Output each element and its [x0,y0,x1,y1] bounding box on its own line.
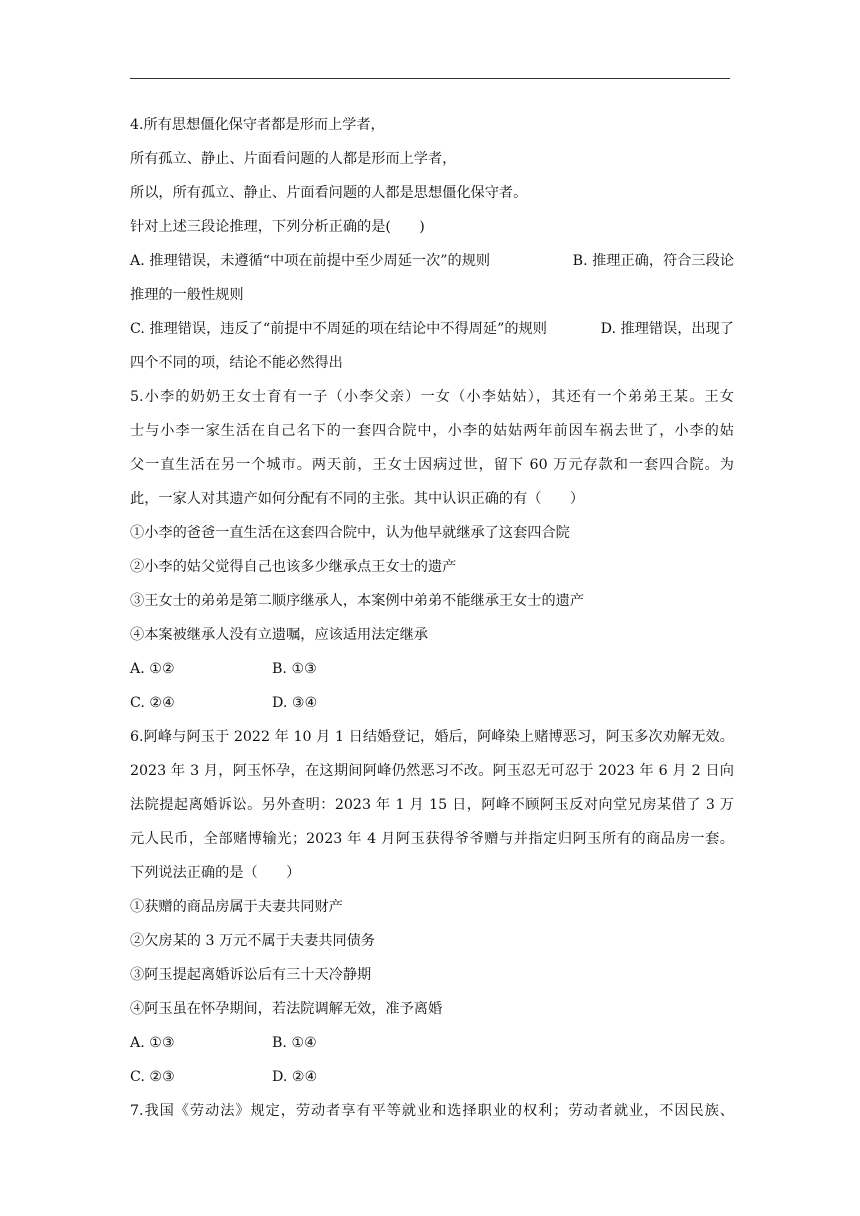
q6-option-a: A. ①③ [130,1035,175,1051]
q4-line-4: 针对上述三段论推理，下列分析正确的是( ) [130,219,425,235]
q6-options-row-1 [130,1026,734,1060]
q6-option-b: B. ①④ [272,1035,317,1051]
q4-line-2: 所有孤立、静止、片面看问题的人都是形而上学者， [130,151,457,167]
q5-options-row-2 [130,686,734,720]
q4-options-cd [130,312,734,346]
q6-statement-1: ①获赠的商品房属于夫妻共同财产 [130,899,343,915]
q5-statement-2: ②小李的姑父觉得自己也该多少继承点王女士的遗产 [130,559,457,575]
q7-line-1: 7.我国《劳动法》规定，劳动者享有平等就业和选择职业的权利；劳动者就业，不因民族、 [130,1103,734,1119]
q4-option-c: C. 推理错误，违反了“前提中不周延的项在结论中不得周延”的规则 [130,321,547,337]
q5-statement-4: ④本案被继承人没有立遗嘱，应该适用法定继承 [130,627,428,643]
q6-line-4: 元人民币，全部赌博输光；2023 年 4 月阿玉获得爷爷赠与并指定归阿玉所有的商品房一套。 [130,831,734,847]
q6-option-d: D. ②④ [272,1069,318,1085]
q6-line-5: 下列说法正确的是（ ） [130,865,301,881]
q4-option-a: A. 推理错误，未遵循“中项在前提中至少周延一次”的规则 [130,253,491,269]
q6-statement-2: ②欠房某的 3 万元不属于夫妻共同债务 [130,933,376,949]
q4-option-b-start: B. 推理正确，符合三段论 [572,253,734,269]
q5-line-3: 父一直生活在另一个城市。两天前，王女士因病过世，留下 60 万元存款和一套四合院。为 [130,457,734,473]
q5-statement-3: ③王女士的弟弟是第二顺序继承人，本案例中弟弟不能继承王女士的遗产 [130,593,585,609]
q4-line-3: 所以，所有孤立、静止、片面看问题的人都是思想僵化保守者。 [130,185,528,201]
q6-line-1: 6.阿峰与阿玉于 2022 年 10 月 1 日结婚登记，婚后，阿峰染上赌博恶习，阿玉多次劝解无效。 [130,729,734,745]
q5-option-a: A. ①② [130,661,175,677]
q5-statement-1: ①小李的爸爸一直生活在这套四合院中，认为他早就继承了这套四合院 [130,525,570,541]
q6-line-3: 法院提起离婚诉讼。另外查明：2023 年 1 月 15 日，阿峰不顾阿玉反对向堂兄房某借了 3 万 [130,797,734,813]
q4-option-d-start: D. 推理错误，出现了 [600,321,734,337]
document-body [130,108,734,1128]
q5-line-2: 士与小李一家生活在自己名下的一套四合院中，小李的姑姑两年前因车祸去世了，小李的姑 [130,423,734,439]
q4-line-1: 4.所有思想僵化保守者都是形而上学者， [130,117,385,133]
q5-option-d: D. ③④ [272,695,318,711]
q5-line-4: 此，一家人对其遗产如何分配有不同的主张。其中认识正确的有（ ） [130,491,585,507]
q5-option-b: B. ①③ [272,661,317,677]
q4-option-b-end: 推理的一般性规则 [130,287,244,303]
q6-option-c: C. ②③ [130,1069,175,1085]
q4-option-d-end: 四个不同的项，结论不能必然得出 [130,355,343,371]
q5-option-c: C. ②④ [130,695,175,711]
q5-line-1: 5.小李的奶奶王女士育有一子（小李父亲）一女（小李姑姑），其还有一个弟弟王某。王女 [130,389,734,405]
header-rule [130,78,730,79]
q6-statement-3: ③阿玉提起离婚诉讼后有三十天冷静期 [130,967,372,983]
q5-options-row-1 [130,652,734,686]
q6-options-row-2 [130,1060,734,1094]
q6-line-2: 2023 年 3 月，阿玉怀孕，在这期间阿峰仍然恶习不改。阿玉忍无可忍于 2023 年 6 月 2 日向 [130,763,734,779]
q4-options-ab [130,244,734,278]
q6-statement-4: ④阿玉虽在怀孕期间，若法院调解无效，准予离婚 [130,1001,443,1017]
